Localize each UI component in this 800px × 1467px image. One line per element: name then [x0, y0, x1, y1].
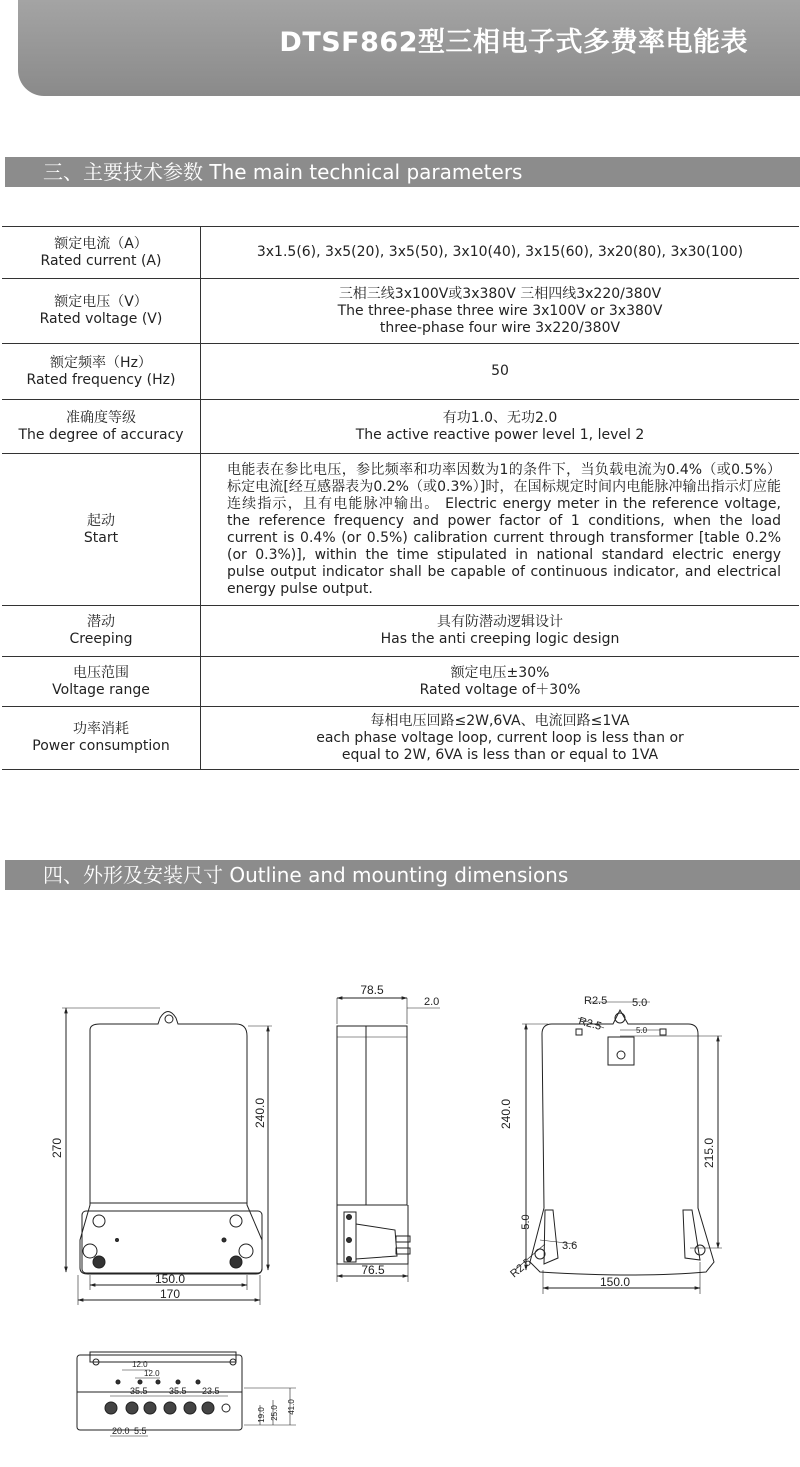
section-heading-parameters: 三、主要技术参数 The main technical parameters [5, 157, 800, 187]
dim-rear-slot-d: 3.6 [562, 1240, 578, 1252]
rear-view-drawing [515, 1002, 722, 1294]
param-label-en: Rated current (A) [40, 252, 162, 269]
param-value-line: The three-phase three wire 3x100V or 3x380V [337, 302, 663, 319]
dim-terminal-9: 25.0 [270, 1405, 279, 1421]
param-value-line: Has the anti creeping logic design [380, 631, 620, 647]
param-label-cn: 额定频率（Hz） [50, 354, 152, 371]
dim-terminal-2: 12.0 [144, 1369, 160, 1378]
dim-side-depth-top: 78.5 [360, 983, 384, 997]
section-heading-dimensions: 四、外形及安装尺寸 Outline and mounting dimensions [5, 860, 800, 890]
front-view-drawing [62, 1008, 272, 1305]
param-label-cn: 电压范围 [73, 664, 129, 681]
param-label-cn: 额定电流（A） [54, 235, 148, 252]
param-label-cn: 功率消耗 [73, 721, 129, 737]
param-value-line: Rated voltage of＋30% [419, 681, 581, 698]
dim-terminal-10: 41.0 [287, 1399, 296, 1415]
dim-terminal-5: 23.5 [202, 1386, 220, 1396]
param-label-en: Power consumption [32, 738, 170, 754]
param-value-line: The active reactive power level 1, level 2 [355, 426, 645, 443]
dim-front-height-body: 240.0 [253, 1097, 267, 1129]
param-value-line: each phase voltage loop, current loop is less than or [316, 729, 684, 746]
dim-rear-width: 150.0 [599, 1275, 631, 1289]
dim-rear-height-mount: 215.0 [702, 1137, 716, 1169]
dim-terminal-1: 12.0 [132, 1360, 148, 1369]
param-label-en: Creeping [69, 631, 133, 647]
dim-rear-height-total: 240.0 [499, 1098, 513, 1130]
param-label-cn: 起动 [87, 512, 115, 529]
param-value-line: 50 [491, 363, 509, 379]
dim-side-gap: 2.0 [424, 996, 440, 1008]
param-label-en: Rated frequency (Hz) [26, 371, 176, 388]
param-value-line: 每相电压回路≤2W,6VA、电流回路≤1VA [370, 712, 630, 729]
param-label-cn: 潜动 [87, 614, 115, 630]
dim-side-depth-bottom: 76.5 [361, 1263, 385, 1277]
dim-rear-r-top: R2.5 [584, 995, 608, 1007]
side-view-drawing [337, 998, 440, 1282]
param-value-line: 电能表在参比电压，参比频率和功率因数为1的条件下，当负载电流为0.4%（或0.5%）标定电流[经互感器表为0.2%（或0.3%）]时，在国标规定时间内电能脉冲输出指示灯应能连续指示，且有电能脉冲输出。 Electric energy meter in the reference voltage, the reference frequency and power factor of 1 conditions, when the load current is 0.4% (or 0.5%) calibration current through transformer [table 0.2% (or 0.3%)], within the time stipulated in national standard electric energy pulse output indicator shall be capable of continuous indicator, and electrical energy pulse output. [227, 461, 781, 597]
param-label-en: Rated voltage (V) [39, 311, 163, 327]
dim-terminal-4: 35.5 [169, 1386, 187, 1396]
param-value-line: three-phase four wire 3x220/380V [379, 319, 621, 336]
dim-front-width-inner: 150.0 [154, 1272, 186, 1286]
dim-rear-slot-r: R2.5 [508, 1256, 534, 1281]
param-value-line: 具有防潜动逻辑设计 [437, 614, 563, 630]
param-value-line: 有功1.0、无功2.0 [442, 409, 558, 426]
dim-rear-w-slot: 5.0 [636, 1026, 648, 1035]
param-label-cn: 额定电压（V） [54, 294, 148, 310]
param-label-en: The degree of accuracy [18, 426, 184, 443]
param-value-line: 3x1.5(6), 3x5(20), 3x5(50), 3x10(40), 3x15(60), 3x20(80), 3x30(100) [256, 244, 744, 260]
dim-front-width-total: 170 [159, 1287, 181, 1301]
dim-front-height-total: 270 [50, 1137, 64, 1159]
param-value-line: equal to 2W, 6VA is less than or equal to 1VA [341, 746, 659, 763]
param-label-cn: 准确度等级 [66, 409, 136, 426]
dim-terminal-3: 35.5 [130, 1386, 148, 1396]
param-value-line: 三相三线3x100V或3x380V 三相四线3x220/380V [338, 285, 662, 302]
dim-terminal-8: 19.0 [257, 1407, 266, 1423]
dim-rear-w-top: 5.0 [632, 997, 648, 1009]
dim-rear-slot-w: 5.0 [520, 1214, 532, 1230]
dim-rear-r-slot: R2.5 [577, 1015, 603, 1033]
param-label-en: Start [83, 529, 119, 546]
param-value-line: 额定电压±30% [450, 664, 550, 681]
dim-terminal-6: 20.0 [112, 1426, 130, 1436]
param-label-en: Voltage range [52, 681, 150, 698]
dim-terminal-7: 5.5 [134, 1426, 147, 1436]
page-title: DTSF862型三相电子式多费率电能表 [279, 27, 748, 58]
